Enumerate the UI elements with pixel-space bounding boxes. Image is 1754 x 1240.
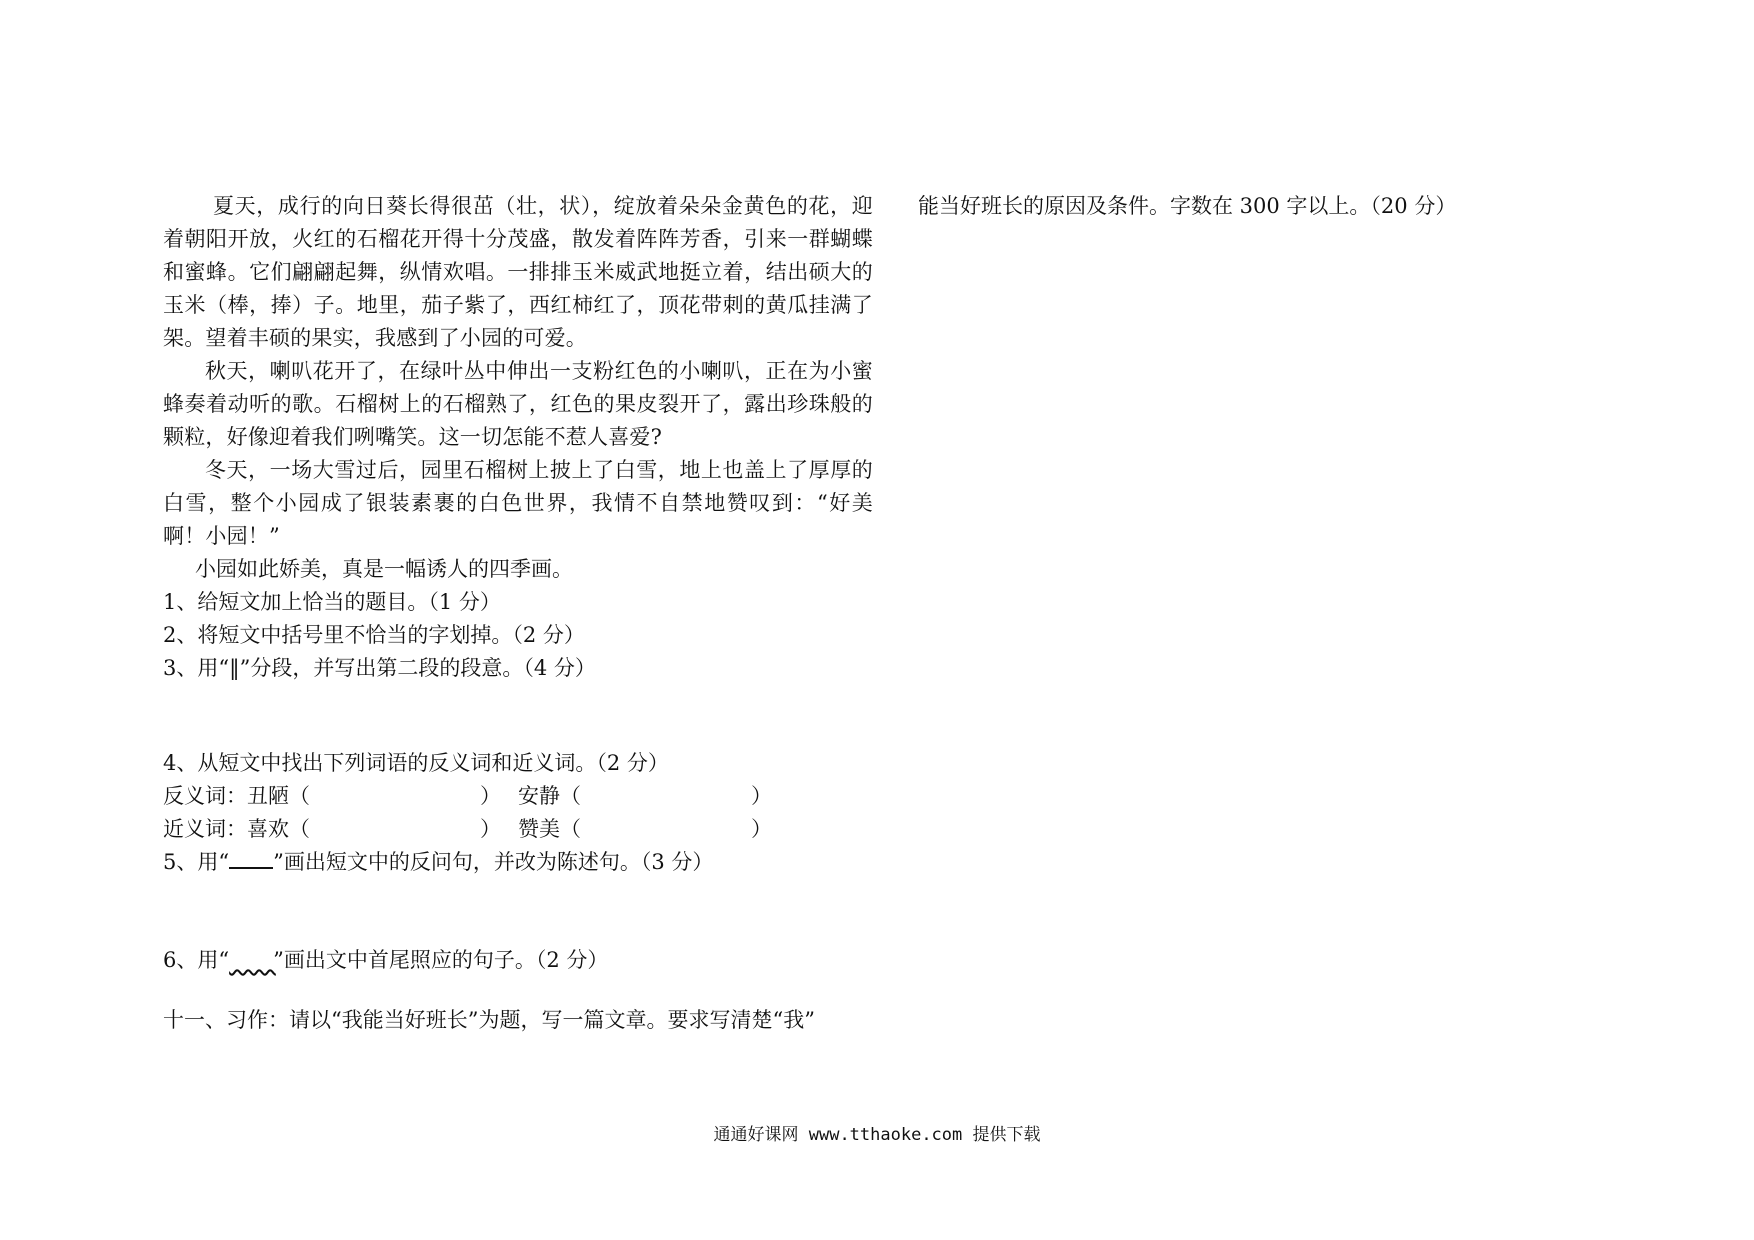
q5-suffix: ”画出短文中的反问句，并改为陈述句。（3 分） [273, 850, 714, 874]
close-paren: ） [480, 817, 501, 841]
close-paren: ） [480, 784, 501, 808]
synonym-label: 近义词：喜欢（ [163, 817, 310, 841]
close-paren: ） [751, 817, 772, 841]
question-3: 3、用“‖”分段，并写出第二段的段意。（4 分） [163, 656, 596, 680]
synonym-row [163, 813, 873, 846]
question-1: 1、给短文加上恰当的题目。（1 分） [163, 590, 501, 614]
synonym-word-2: 赞美（ [518, 817, 581, 841]
antonym-label: 反义词：丑陋（ [163, 784, 310, 808]
answer-space-5 [163, 879, 873, 944]
paragraph-winter: 冬天，一场大雪过后，园里石榴树上披上了白雪，地上也盖上了厚厚的白雪，整个小园成了银装素裹的白色世界，我情不自禁地赞叹到：“好美啊！小园！” [163, 458, 873, 548]
left-column [163, 190, 873, 1037]
q5-prefix: 5、用“ [163, 850, 230, 874]
question-5 [163, 846, 873, 879]
spacer [163, 977, 873, 1004]
question-4: 4、从短文中找出下列词语的反义词和近义词。（2 分） [163, 751, 669, 775]
q6-prefix: 6、用“ [163, 948, 230, 972]
wavy-underline-mark [229, 944, 273, 962]
right-column [918, 190, 1518, 223]
question-11-continued: 能当好班长的原因及条件。字数在 300 字以上。（20 分） [918, 194, 1457, 218]
paragraph-summer: 夏天，成行的向日葵长得很茁（壮，状），绽放着朵朵金黄色的花，迎着朝阳开放，火红的石榴花开得十分茂盛，散发着阵阵芳香，引来一群蝴蝶和蜜蜂。它们翩翩起舞，纵情欢唱。一排排玉米威武地挺立着，结出硕大的玉米（棒，捧）子。地里，茄子紫了，西红柿红了，顶花带刺的黄瓜挂满了架。望着丰硕的果实，我感到了小园的可爱。 [163, 194, 873, 350]
antonym-row [163, 780, 873, 813]
paragraph-autumn: 秋天，喇叭花开了，在绿叶丛中伸出一支粉红色的小喇叭，正在为小蜜蜂奏着动听的歌。石榴树上的石榴熟了，红色的果皮裂开了，露出珍珠般的颗粒，好像迎着我们咧嘴笑。这一切怎能不惹人喜爱? [163, 359, 873, 449]
question-2: 2、将短文中括号里不恰当的字划掉。（2 分） [163, 623, 585, 647]
footer-source: 通通好课网 www.tthaoke.com 提供下载 [713, 1125, 1041, 1145]
answer-space-3 [163, 685, 873, 747]
question-6 [163, 944, 873, 977]
paragraph-conclusion: 小园如此娇美，真是一幅诱人的四季画。 [195, 557, 573, 581]
close-paren: ） [751, 784, 772, 808]
antonym-word-2: 安静（ [518, 784, 581, 808]
question-11: 十一、习作：请以“我能当好班长”为题，写一篇文章。要求写清楚“我” [163, 1008, 815, 1032]
q6-suffix: ”画出文中首尾照应的句子。（2 分） [273, 948, 609, 972]
straight-underline-mark [229, 849, 273, 869]
